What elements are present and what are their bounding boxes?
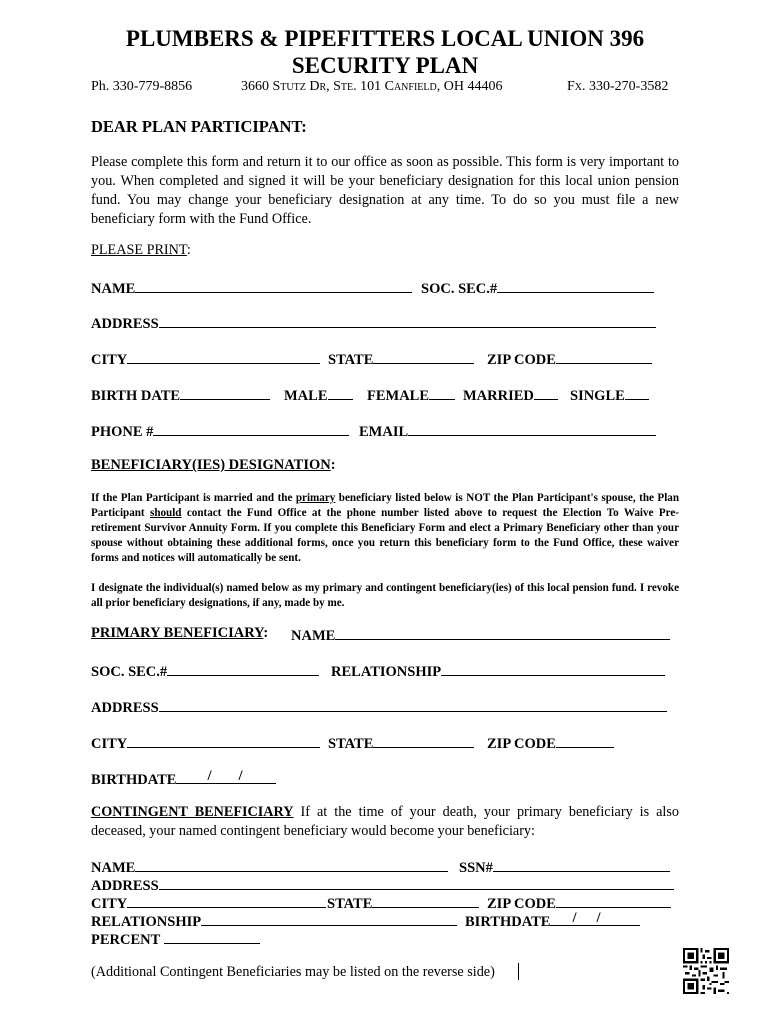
participant-state-field[interactable]: STATE — [328, 349, 474, 369]
contingent-relationship-field[interactable]: RELATIONSHIP — [91, 911, 457, 931]
date-separator: / — [238, 768, 243, 784]
designation-statement: I designate the individual(s) named below as my primary and contingent beneficiary(ies) of this local pension fund. I revoke all prior beneficiary designations, if any, made by me. — [91, 582, 679, 609]
date-separator: / — [596, 910, 601, 926]
please-print-label: PLEASE PRINT: — [91, 242, 191, 258]
primary-city-field[interactable]: CITY — [91, 733, 320, 753]
fax-number: Fx. 330-270-3582 — [567, 79, 669, 94]
qr-code — [683, 948, 729, 994]
participant-birthdate-field[interactable]: BIRTH DATE — [91, 385, 270, 405]
contingent-percent-field[interactable]: PERCENT — [91, 929, 260, 949]
contingent-city-field[interactable]: CITY — [91, 893, 326, 913]
office-address: 3660 Stutz Dr, Ste. 101 Canfield, OH 44406 — [241, 79, 503, 94]
participant-city-field[interactable]: CITY — [91, 349, 320, 369]
female-checkbox[interactable]: FEMALE — [367, 385, 455, 405]
footer-note: (Additional Contingent Beneficiaries may be listed on the reverse side) — [91, 964, 495, 980]
participant-ssn-field[interactable]: SOC. SEC.# — [421, 278, 654, 298]
form-title: PLUMBERS & PIPEFITTERS LOCAL UNION 396 — [125, 26, 645, 51]
contingent-ssn-field[interactable]: SSN# — [459, 857, 670, 877]
participant-phone-field[interactable]: PHONE # — [91, 421, 349, 441]
greeting: DEAR PLAN PARTICIPANT: — [91, 117, 307, 136]
married-checkbox[interactable]: MARRIED — [463, 385, 558, 405]
primary-beneficiary-heading: PRIMARY BENEFICIARY: — [91, 625, 269, 641]
primary-state-field[interactable]: STATE — [328, 733, 474, 753]
primary-birthdate-field[interactable]: BIRTHDATE / / — [91, 769, 276, 789]
intro-paragraph: Please complete this form and return it to our office as soon as possible. This form is very important to you. When completed and signed it will be your beneficiary designation for this local union pension fund. You may change your beneficiary designation at any time. To do so you must file a new beneficiary form with the Fund Office. — [91, 154, 679, 227]
primary-address-field[interactable]: ADDRESS — [91, 697, 667, 717]
participant-address-field[interactable]: ADDRESS — [91, 313, 656, 333]
contingent-zip-field[interactable]: ZIP CODE — [487, 893, 671, 913]
contingent-birthdate-field[interactable]: BIRTHDATE / / — [465, 911, 640, 931]
contingent-address-field[interactable]: ADDRESS — [91, 875, 674, 895]
phone-number: Ph. 330-779-8856 — [91, 79, 193, 94]
contingent-name-field[interactable]: NAME — [91, 857, 448, 877]
male-checkbox[interactable]: MALE — [284, 385, 353, 405]
contingent-state-field[interactable]: STATE — [327, 893, 479, 913]
single-checkbox[interactable]: SINGLE — [570, 385, 649, 405]
primary-zip-field[interactable]: ZIP CODE — [487, 733, 614, 753]
form-subtitle: SECURITY PLAN — [291, 53, 479, 78]
contingent-beneficiary-heading: CONTINGENT BENEFICIARY — [91, 804, 294, 820]
date-separator: / — [207, 768, 212, 784]
participant-zip-field[interactable]: ZIP CODE — [487, 349, 652, 369]
participant-name-field[interactable]: NAME — [91, 278, 412, 298]
contingent-intro: CONTINGENT BENEFICIARY If at the time of your death, your primary beneficiary is also deceased, your named contingent beneficiary would become your beneficiary: — [91, 804, 679, 839]
primary-name-field[interactable]: NAME — [291, 625, 670, 645]
primary-relationship-field[interactable]: RELATIONSHIP — [331, 661, 665, 681]
participant-email-field[interactable]: EMAIL — [359, 421, 656, 441]
waiver-notice: If the Plan Participant is married and the primary beneficiary listed below is NOT the Plan Participant's spouse, the Plan Participant should contact the Fund Office at the phone number listed above to request the Election To Waive Pre-retirement Survivor Annuity Form. If you complete this Beneficiary Form and elect a Primary Beneficiary other than your spouse without obtaining these additional forms, once you return this beneficiary form to the Fund Office, these waiver forms and notices will automatically be sent. — [91, 492, 679, 564]
date-separator: / — [572, 910, 577, 926]
designation-heading: BENEFICIARY(IES) DESIGNATION: — [91, 457, 336, 473]
primary-ssn-field[interactable]: SOC. SEC.# — [91, 661, 319, 681]
text-cursor — [518, 963, 519, 980]
